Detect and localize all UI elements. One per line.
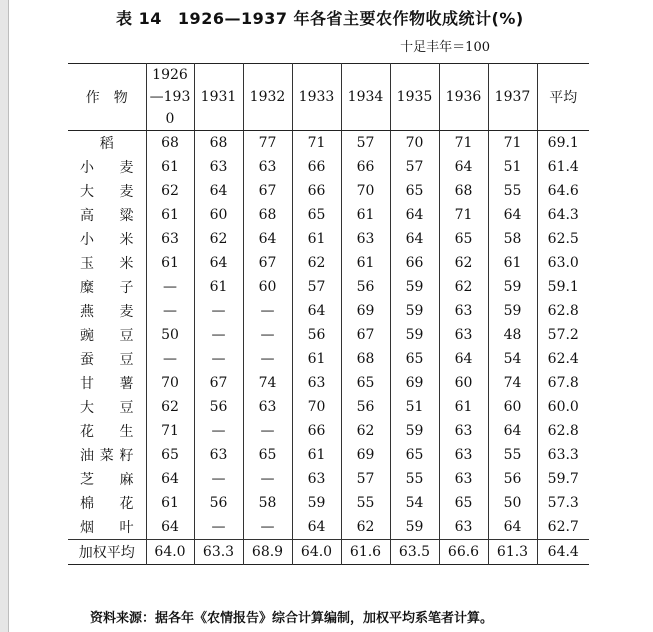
crop-name: 高粱 (80, 208, 134, 224)
crop-name: 玉米 (80, 256, 134, 272)
yield-value: 65 (146, 443, 194, 467)
yield-value: 50 (146, 323, 194, 347)
yield-value: 64 (488, 515, 537, 540)
yield-value: 64 (390, 203, 439, 227)
table-title-text: 1926—1937 年各省主要农作物收成统计(%) (177, 9, 524, 28)
yield-value: 51 (390, 395, 439, 419)
yield-value: 56 (341, 275, 390, 299)
header-year: 1931 (194, 64, 243, 131)
weighted-average-value: 64.4 (537, 540, 589, 565)
yield-value: 64 (194, 179, 243, 203)
table-row (68, 491, 589, 515)
yield-value: 68 (194, 131, 243, 156)
weighted-average-value: 61.3 (488, 540, 537, 565)
yield-value: 57.2 (537, 323, 589, 347)
yield-value: 61 (146, 155, 194, 179)
yield-value: 68 (243, 203, 292, 227)
yield-value: 70 (146, 371, 194, 395)
yield-value: 69 (341, 299, 390, 323)
yield-value: 62 (341, 419, 390, 443)
yield-value: 64 (439, 347, 488, 371)
yield-value: 60 (439, 371, 488, 395)
yield-value: 62 (146, 179, 194, 203)
weighted-average-row (68, 540, 589, 565)
crop-name: 花生 (80, 424, 134, 440)
yield-value: 59.1 (537, 275, 589, 299)
yield-value: — (194, 419, 243, 443)
table-number: 表 14 (116, 9, 162, 28)
yield-value: 55 (488, 179, 537, 203)
yield-value: 57 (292, 275, 341, 299)
yield-value: 65 (243, 443, 292, 467)
crop-name: 棉花 (80, 496, 134, 512)
yield-value: 66 (341, 155, 390, 179)
yield-value: 63 (194, 443, 243, 467)
header-year: 1937 (488, 64, 537, 131)
yield-value: — (146, 299, 194, 323)
header-year: 1933 (292, 64, 341, 131)
yield-value: 60 (243, 275, 292, 299)
yield-value: 56 (194, 395, 243, 419)
yield-value: 64 (194, 251, 243, 275)
yield-value: — (146, 275, 194, 299)
yield-value: 67 (243, 179, 292, 203)
yield-value: 66 (292, 419, 341, 443)
yield-value: 56 (341, 395, 390, 419)
crop-name: 豌豆 (80, 328, 134, 344)
yield-value: 70 (292, 395, 341, 419)
yield-value: 61.4 (537, 155, 589, 179)
yield-value: 66 (292, 155, 341, 179)
yield-value: 64 (439, 155, 488, 179)
yield-value: 64 (488, 419, 537, 443)
crop-name: 大豆 (80, 400, 134, 416)
yield-value: 63 (341, 227, 390, 251)
yield-value: 61 (439, 395, 488, 419)
yield-value: 57 (390, 155, 439, 179)
table-row (68, 203, 589, 227)
table-row (68, 419, 589, 443)
table-row (68, 371, 589, 395)
yield-value: 55 (488, 443, 537, 467)
yield-value: 67 (341, 323, 390, 347)
yield-value: 71 (488, 131, 537, 156)
crop-name: 烟叶 (80, 520, 134, 536)
header-year: 1934 (341, 64, 390, 131)
yield-value: 63 (439, 515, 488, 540)
header-year: 1935 (390, 64, 439, 131)
yield-value: — (194, 299, 243, 323)
yield-value: 59.7 (537, 467, 589, 491)
table-title (116, 6, 556, 29)
crop-name: 油菜籽 (80, 448, 134, 464)
yield-value: 57 (341, 131, 390, 156)
table-row (68, 251, 589, 275)
yield-value: 50 (488, 491, 537, 515)
yield-value: 65 (341, 371, 390, 395)
yield-value: 67.8 (537, 371, 589, 395)
yield-value: — (243, 419, 292, 443)
yield-value: 74 (243, 371, 292, 395)
yield-value: 64 (488, 203, 537, 227)
yield-value: 63 (243, 155, 292, 179)
yield-value: 69 (390, 371, 439, 395)
yield-value: 63 (292, 371, 341, 395)
yield-value: 65 (439, 227, 488, 251)
yield-value: 48 (488, 323, 537, 347)
harvest-table (68, 63, 589, 565)
yield-value: 66 (292, 179, 341, 203)
table-row (68, 467, 589, 491)
yield-value: 62.7 (537, 515, 589, 540)
yield-value: 55 (390, 467, 439, 491)
yield-value: 71 (146, 419, 194, 443)
yield-value: 60.0 (537, 395, 589, 419)
yield-value: 63 (439, 323, 488, 347)
table-row (68, 155, 589, 179)
table-row (68, 323, 589, 347)
yield-value: — (243, 515, 292, 540)
table-row (68, 395, 589, 419)
yield-value: 77 (243, 131, 292, 156)
yield-value: — (243, 467, 292, 491)
yield-value: 65 (390, 443, 439, 467)
table-row (68, 131, 589, 156)
yield-value: 71 (439, 203, 488, 227)
yield-value: 60 (194, 203, 243, 227)
yield-value: 63 (439, 419, 488, 443)
yield-value: 61 (341, 251, 390, 275)
yield-value: 62 (341, 515, 390, 540)
crop-name: 蚕豆 (80, 352, 134, 368)
yield-value: 63 (243, 395, 292, 419)
table-row (68, 515, 589, 540)
viewer-left-edge (0, 0, 9, 632)
yield-value: 61 (146, 203, 194, 227)
yield-value: 58 (243, 491, 292, 515)
yield-value: 62 (439, 251, 488, 275)
yield-value: 63 (194, 155, 243, 179)
yield-value: 70 (341, 179, 390, 203)
yield-value: — (194, 323, 243, 347)
yield-value: 65 (390, 179, 439, 203)
weighted-average-value: 68.9 (243, 540, 292, 565)
yield-value: 62 (292, 251, 341, 275)
yield-value: 64 (292, 515, 341, 540)
yield-value: 61 (341, 203, 390, 227)
crop-name: 糜子 (80, 280, 134, 296)
yield-value: 70 (390, 131, 439, 156)
yield-value: — (194, 467, 243, 491)
header-row (68, 64, 589, 131)
crop-name: 芝麻 (80, 472, 134, 488)
yield-value: 64 (243, 227, 292, 251)
yield-value: 66 (390, 251, 439, 275)
weighted-average-value: 63.5 (390, 540, 439, 565)
yield-value: 59 (390, 419, 439, 443)
yield-value: 71 (292, 131, 341, 156)
yield-value: 62 (194, 227, 243, 251)
weighted-average-value: 66.6 (439, 540, 488, 565)
yield-value: 65 (390, 347, 439, 371)
yield-value: 59 (390, 515, 439, 540)
yield-value: 63.0 (537, 251, 589, 275)
header-crop: 作 物 (68, 64, 146, 131)
yield-value: 69.1 (537, 131, 589, 156)
yield-value: 56 (488, 467, 537, 491)
yield-value: 59 (390, 275, 439, 299)
weighted-average-value: 64.0 (146, 540, 194, 565)
yield-value: 65 (292, 203, 341, 227)
yield-value: — (194, 347, 243, 371)
yield-value: 69 (341, 443, 390, 467)
yield-value: 61 (292, 227, 341, 251)
yield-value: 68 (439, 179, 488, 203)
baseline-note: 十足丰年＝100 (400, 40, 490, 55)
crop-name: 稻 (99, 136, 114, 152)
yield-value: 59 (488, 299, 537, 323)
yield-value: 64 (146, 467, 194, 491)
yield-value: — (243, 347, 292, 371)
yield-value: 64.3 (537, 203, 589, 227)
yield-value: 63 (146, 227, 194, 251)
yield-value: 63.3 (537, 443, 589, 467)
weighted-average-value: 64.0 (292, 540, 341, 565)
header-average: 平均 (537, 64, 589, 131)
yield-value: 71 (439, 131, 488, 156)
yield-value: 67 (194, 371, 243, 395)
table-row (68, 347, 589, 371)
yield-value: 60 (488, 395, 537, 419)
source-note: 资料来源：据各年《农情报告》综合计算编制，加权平均系笔者计算。 (90, 611, 494, 626)
yield-value: 74 (488, 371, 537, 395)
yield-value: 63 (292, 467, 341, 491)
yield-value: 61 (292, 443, 341, 467)
yield-value: 64 (146, 515, 194, 540)
yield-value: — (243, 323, 292, 347)
crop-name: 小麦 (80, 160, 134, 176)
yield-value: 59 (390, 323, 439, 347)
yield-value: 64 (390, 227, 439, 251)
yield-value: 62.8 (537, 299, 589, 323)
table-row (68, 299, 589, 323)
crop-name: 燕麦 (80, 304, 134, 320)
yield-value: 59 (488, 275, 537, 299)
yield-value: 61 (146, 251, 194, 275)
weighted-average-value: 61.6 (341, 540, 390, 565)
yield-value: — (146, 347, 194, 371)
crop-name: 甘薯 (80, 376, 134, 392)
yield-value: 56 (292, 323, 341, 347)
yield-value: 61 (146, 491, 194, 515)
yield-value: 64 (292, 299, 341, 323)
yield-value: 57.3 (537, 491, 589, 515)
yield-value: 61 (292, 347, 341, 371)
yield-value: 63 (439, 467, 488, 491)
yield-value: 59 (390, 299, 439, 323)
table-row (68, 275, 589, 299)
yield-value: — (194, 515, 243, 540)
yield-value: 62 (146, 395, 194, 419)
table-body (68, 131, 589, 565)
yield-value: 68 (146, 131, 194, 156)
yield-value: 55 (341, 491, 390, 515)
yield-value: 56 (194, 491, 243, 515)
yield-value: 64.6 (537, 179, 589, 203)
table-row (68, 227, 589, 251)
header-year: 1932 (243, 64, 292, 131)
yield-value: 63 (439, 299, 488, 323)
crop-name: 小米 (80, 232, 134, 248)
yield-value: 59 (292, 491, 341, 515)
yield-value: 51 (488, 155, 537, 179)
yield-value: 62 (439, 275, 488, 299)
yield-value: 62.5 (537, 227, 589, 251)
crop-name: 大麦 (80, 184, 134, 200)
yield-value: 61 (488, 251, 537, 275)
yield-value: 62.8 (537, 419, 589, 443)
yield-value: 65 (439, 491, 488, 515)
table-row (68, 443, 589, 467)
yield-value: — (243, 299, 292, 323)
yield-value: 63 (439, 443, 488, 467)
yield-value: 61 (194, 275, 243, 299)
header-year: 1936 (439, 64, 488, 131)
yield-value: 62.4 (537, 347, 589, 371)
yield-value: 57 (341, 467, 390, 491)
yield-value: 68 (341, 347, 390, 371)
header-year: 1926—1930 (146, 64, 194, 131)
weighted-average-label: 加权平均 (68, 540, 146, 565)
table-row (68, 179, 589, 203)
yield-value: 54 (488, 347, 537, 371)
yield-value: 58 (488, 227, 537, 251)
yield-value: 67 (243, 251, 292, 275)
weighted-average-value: 63.3 (194, 540, 243, 565)
yield-value: 54 (390, 491, 439, 515)
